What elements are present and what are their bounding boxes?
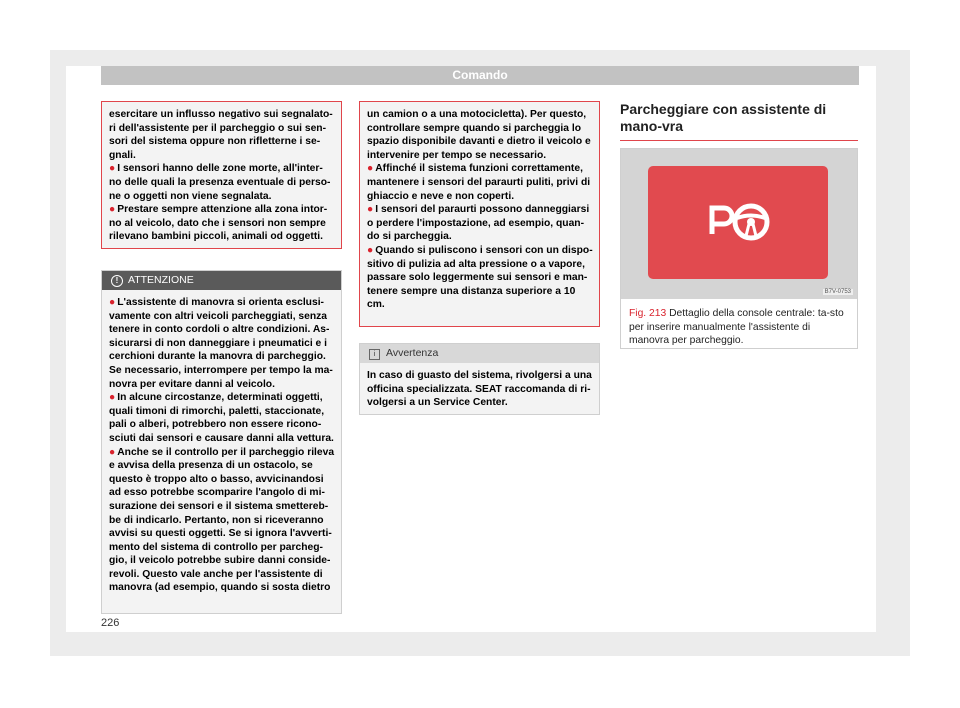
bullet-item: ● Prestare sempre attenzione alla zona intor-no al veicolo, dato che i sensori non sempre rilevano bambini piccoli, animali od oggetti. — [109, 204, 328, 243]
warning-label: ATTENZIONE — [128, 274, 194, 286]
bullet-item: ● In alcune circostanze, determinati oggetti, quali timoni di rimorchi, paletti, staccionate, pali o alberi, potrebbero non essere ricono-sciuti dai sensori e causare danni alla vettura. — [109, 392, 334, 444]
figure-caption — [629, 307, 851, 348]
bullet-item: ● Anche se il controllo per il parcheggio rileva e avvisa della presenza di un ostacolo, se questo è troppo alto o basso, avvicinandosi ad esso potrebbe scomparire l'angolo di mi-surazione dei sensori e il sistema smettereb-be di indicarlo. Pertanto, non si riceveranno avvisi su questi oggetti. Se si ignora l'avverti-mento del sistema di controllo per parcheg-gio, il veicolo potrebbe subire danni conside-revoli. Questo vale anche per l'assistente di manovra (ad esempio, quando si sosta dietro — [109, 446, 335, 594]
warning-box-continued-2 — [359, 101, 600, 327]
bullet-icon: ● — [367, 163, 374, 175]
note-label: Avvertenza — [386, 347, 439, 359]
warning-box-continued — [101, 101, 342, 249]
note-box — [359, 343, 600, 415]
bullet-icon: ● — [109, 297, 116, 308]
warning-body — [102, 290, 341, 595]
bullet-item: ● L'assistente di manovra si orienta esclusi-vamente con altri veicoli parcheggiati, senza tenere in conto cordoli o altre condizioni. As-sicurarsi di non danneggiare i pneumatici e i cerchioni durante la manovra di parcheggio. Se necessario, interrompere per tempo la ma-novra per evitare danni al veicolo. — [109, 297, 333, 390]
figure-image — [621, 149, 857, 299]
bullet-icon: ● — [367, 244, 374, 256]
section-divider — [620, 140, 858, 141]
page-header: Comando — [101, 66, 859, 85]
warning-header — [102, 271, 341, 290]
figure-caption-text: Dettaglio della console centrale: ta-sto per inserire manualmente l'assistente di manovra per parcheggio. — [629, 308, 844, 347]
warning-box-attenzione — [101, 270, 342, 614]
figure-number: Fig. 213 — [629, 308, 667, 319]
figure — [620, 148, 858, 349]
bullet-item: ● I sensori del paraurti possono danneggiarsi o perdere l'impostazione, ad esempio, quan-do si parcheggia. — [367, 204, 590, 243]
bullet-item: ● Affinché il sistema funzioni correttamente, mantenere i sensori del paraurti puliti, privi di ghiaccio e neve e non coperti. — [367, 163, 591, 202]
park-assist-icon — [648, 166, 828, 279]
warning-circle-icon: ! — [111, 275, 123, 287]
page-number: 226 — [101, 617, 120, 629]
note-header — [360, 344, 599, 363]
bullet-item: ● I sensori hanno delle zone morte, all'inter-no delle quali la presenza eventuale di perso-ne o oggetti non viene segnalata. — [109, 163, 331, 202]
note-body — [360, 363, 599, 410]
figure-code: B7V-0753 — [824, 289, 851, 295]
bullet-icon: ● — [109, 204, 116, 216]
bullet-item: ● Quando si puliscono i sensori con un dispo-sitivo di pulizia ad alta pressione o a vapore, passare solo leggermente sui sensori e man-tenere sempre una distanza superiore a 10 cm. — [367, 244, 593, 311]
note-text: In caso di guasto del sistema, rivolgersi a una officina specializzata. SEAT raccomanda di ri-volgersi a un Service Center. — [367, 370, 592, 409]
bullet-icon: ● — [109, 392, 116, 404]
bullet-icon: ● — [367, 204, 374, 216]
warning-intro: un camion o a una motocicletta). Per questo, controllare sempre quando si parcheggia lo spazio disponibile davanti e dietro il veicolo e intervenire per tempo se necessario. — [367, 109, 591, 161]
park-assist-button — [648, 166, 828, 279]
note-icon: i — [369, 349, 380, 360]
bullet-icon: ● — [109, 446, 116, 458]
warning-intro: esercitare un influsso negativo sui segnalato-ri dell'assistente per il parcheggio o sui sen-sori del sistema oppure non rifletterne i se-gnali. — [109, 109, 333, 161]
bullet-icon: ● — [109, 163, 116, 175]
section-title: Parcheggiare con assistente di mano-vra — [620, 101, 827, 134]
